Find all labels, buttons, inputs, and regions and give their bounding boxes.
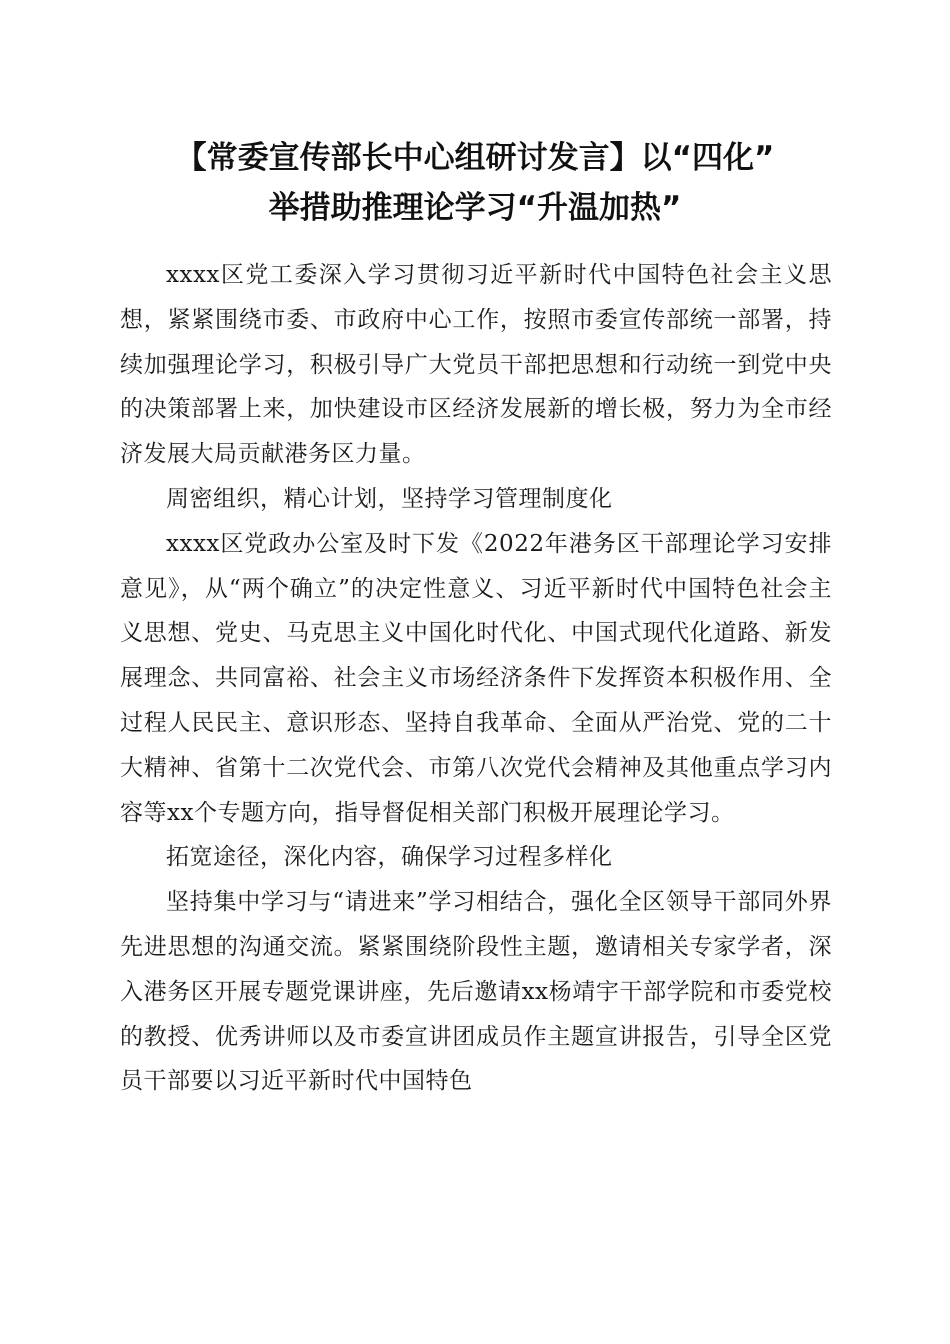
document-title [100,133,850,233]
intro-paragraph: xxxx区党工委深入学习贯彻习近平新时代中国特色社会主义思想，紧紧围绕市委、市政府中心工作，按照市委宣传部统一部署，持续加强理论学习，积极引导广大党员干部把思想和行动统一到党中央的决策部署上来，加快建设市区经济发展新的增长极，努力为全市经济发展大局贡献港务区力量。 [120,262,832,468]
section-paragraph-1: xxxx区党政办公室及时下发《2022年港务区干部理论学习安排意见》，从“两个确立”的决定性意义、习近平新时代中国特色社会主义思想、党史、马克思主义中国化时代化、中国式现代化道路、新发展理念、共同富裕、社会主义市场经济条件下发挥资本积极作用、全过程人民民主、意识形态、坚持自我革命、全面从严治党、党的二十大精神、省第十二次党代会、市第八次党代会精神及其他重点学习内容等xx个专题方向，指导督促相关部门积极开展理论学习。 [120,530,832,826]
section-heading-1: 周密组织，精心计划，坚持学习管理制度化 [166,485,613,512]
document-body [120,253,832,1104]
title-line-2: 举措助推理论学习“升温加热” [268,190,682,226]
section-paragraph-2: 坚持集中学习与“请进来”学习相结合，强化全区领导干部同外界先进思想的沟通交流。紧紧围绕阶段性主题，邀请相关专家学者，深入港务区开展专题党课讲座，先后邀请xx杨靖宇干部学院和市委党校的教授、优秀讲师以及市委宣讲团成员作主题宣讲报告，引导全区党员干部要以习近平新时代中国特色 [120,889,832,1095]
section-heading-2: 拓宽途径，深化内容，确保学习过程多样化 [166,844,613,871]
title-line-1: 【常委宣传部长中心组研讨发言】以“四化” [175,140,775,176]
